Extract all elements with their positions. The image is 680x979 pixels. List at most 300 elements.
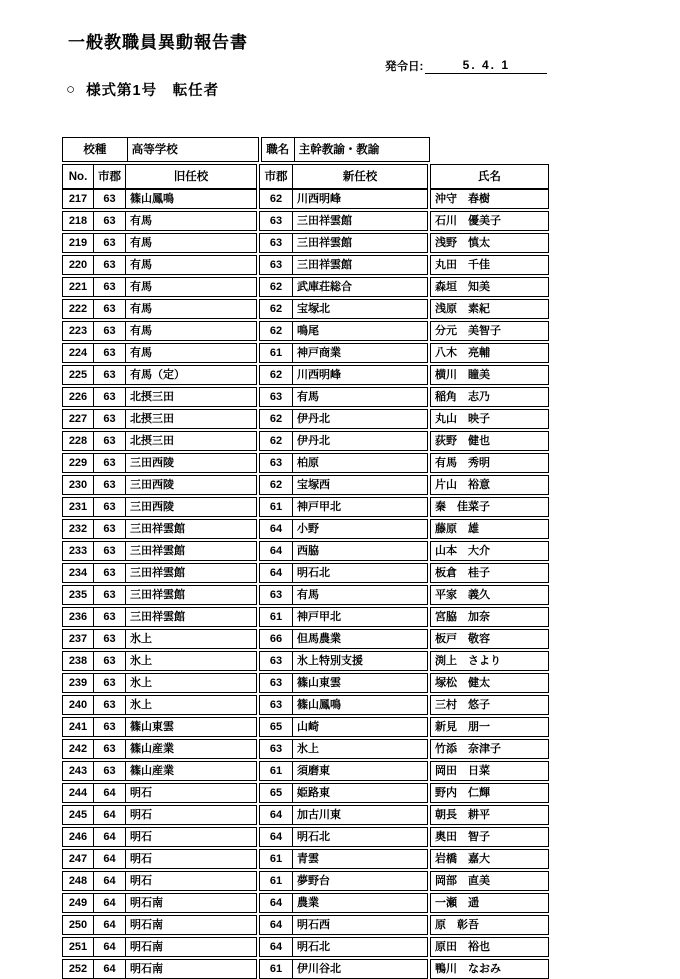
row-group-new xyxy=(259,827,428,847)
cell-old-school: 有馬 xyxy=(125,256,256,274)
cell-old-school: 明石 xyxy=(125,784,256,802)
cell-no: 220 xyxy=(68,259,88,271)
cell-new-school: 神戸甲北 xyxy=(292,498,427,516)
cell-new-school: 氷上 xyxy=(292,740,427,758)
cell-new-school: 宝塚西 xyxy=(292,476,427,494)
row-group-old xyxy=(62,431,257,451)
cell-new-school: 但馬農業 xyxy=(292,630,427,648)
row-group-name xyxy=(430,739,549,759)
row-group-name xyxy=(430,321,549,341)
cell-no: 225 xyxy=(68,369,88,381)
cell-new-school: 鳴尾 xyxy=(292,322,427,340)
table-row xyxy=(62,453,549,473)
cell-old-city-code: 63 xyxy=(93,256,125,274)
cell-new-city-code: 63 xyxy=(269,699,283,711)
cell-new-city-code: 61 xyxy=(269,611,283,623)
table-row xyxy=(62,937,549,957)
cell-no: 229 xyxy=(68,457,88,469)
table-row xyxy=(62,607,549,627)
cell-new-school: 神戸甲北 xyxy=(292,608,427,626)
row-group-name xyxy=(430,299,549,319)
cell-teacher-name: 野内 仁輝 xyxy=(435,787,490,799)
cell-old-city-code: 64 xyxy=(93,916,125,934)
row-group-old xyxy=(62,453,257,473)
cell-teacher-name: 宮脇 加奈 xyxy=(435,611,490,623)
row-group-new xyxy=(259,739,428,759)
cell-new-school: 三田祥雲館 xyxy=(292,234,427,252)
row-group-old xyxy=(62,475,257,495)
row-group-new xyxy=(259,937,428,957)
cell-new-city-code: 65 xyxy=(269,721,283,733)
row-group-name xyxy=(430,915,549,935)
cell-new-city-code: 63 xyxy=(269,677,283,689)
cell-old-school: 有馬 xyxy=(125,212,256,230)
table-row xyxy=(62,585,549,605)
row-group-name xyxy=(430,959,549,979)
cell-new-city-code: 64 xyxy=(269,809,283,821)
cell-teacher-name: 浅野 慎太 xyxy=(435,237,490,249)
cell-old-city-code: 63 xyxy=(93,608,125,626)
cell-no: 235 xyxy=(68,589,88,601)
cell-old-school: 有馬（定） xyxy=(125,366,256,384)
cell-old-school: 氷上 xyxy=(125,696,256,714)
cell-teacher-name: 新見 朋一 xyxy=(435,721,490,733)
cell-no: 219 xyxy=(68,237,88,249)
table-row xyxy=(62,695,549,715)
issue-date xyxy=(385,58,547,74)
column-header-name: 氏名 xyxy=(478,170,501,183)
table-row xyxy=(62,519,549,539)
cell-no: 239 xyxy=(68,677,88,689)
row-group-new xyxy=(259,651,428,671)
cell-old-city-code: 63 xyxy=(93,366,125,384)
cell-old-school: 三田祥雲館 xyxy=(125,586,256,604)
header-group-name xyxy=(430,164,549,189)
row-group-old xyxy=(62,233,257,253)
school-type-value-cell: 高等学校 xyxy=(127,138,258,161)
cell-no: 232 xyxy=(68,523,88,535)
column-header-no: No. xyxy=(68,170,88,183)
cell-new-city-code: 62 xyxy=(269,479,283,491)
cell-old-school: 三田祥雲館 xyxy=(125,520,256,538)
row-group-old xyxy=(62,519,257,539)
cell-new-city-code: 63 xyxy=(269,743,283,755)
cell-old-school: 篠山産業 xyxy=(125,740,256,758)
cell-no: 238 xyxy=(68,655,88,667)
row-group-name xyxy=(430,563,549,583)
column-header-new-city: 市郡 xyxy=(264,170,288,183)
cell-new-school: 伊丹北 xyxy=(292,432,427,450)
cell-old-city-code: 64 xyxy=(93,960,125,978)
row-group-new xyxy=(259,277,428,297)
cell-old-city-code: 63 xyxy=(93,542,125,560)
cell-no: 242 xyxy=(68,743,88,755)
row-group-name xyxy=(430,893,549,913)
row-group-new xyxy=(259,563,428,583)
cell-old-school: 三田西陵 xyxy=(125,498,256,516)
cell-old-school: 篠山東雲 xyxy=(125,718,256,736)
cell-new-school: 武庫荘総合 xyxy=(292,278,427,296)
row-group-old xyxy=(62,673,257,693)
row-group-new xyxy=(259,453,428,473)
cell-no: 249 xyxy=(68,897,88,909)
cell-new-school: 明石北 xyxy=(292,938,427,956)
page-title: 一般教職員異動報告書 xyxy=(68,33,248,52)
row-group-new xyxy=(259,783,428,803)
position-label-cell: 職名 xyxy=(266,143,290,156)
row-group-name xyxy=(430,761,549,781)
cell-new-school: 農業 xyxy=(292,894,427,912)
row-group-old xyxy=(62,739,257,759)
table-row xyxy=(62,211,549,231)
cell-new-city-code: 61 xyxy=(269,765,283,777)
row-group-name xyxy=(430,849,549,869)
row-group-old xyxy=(62,827,257,847)
row-group-new xyxy=(259,585,428,605)
row-group-name xyxy=(430,541,549,561)
row-group-new xyxy=(259,189,428,209)
cell-no: 250 xyxy=(68,919,88,931)
row-group-old xyxy=(62,343,257,363)
cell-new-city-code: 63 xyxy=(269,237,283,249)
row-group-old xyxy=(62,849,257,869)
cell-new-city-code: 64 xyxy=(269,831,283,843)
row-group-new xyxy=(259,541,428,561)
cell-new-school: 須磨東 xyxy=(292,762,427,780)
row-group-old xyxy=(62,585,257,605)
cell-old-city-code: 63 xyxy=(93,322,125,340)
cell-teacher-name: 山本 大介 xyxy=(435,545,490,557)
circle-marker-icon: ○ xyxy=(66,81,77,98)
table-row xyxy=(62,387,549,407)
cell-new-city-code: 62 xyxy=(269,325,283,337)
row-group-old xyxy=(62,915,257,935)
cell-new-city-code: 64 xyxy=(269,567,283,579)
row-group-new xyxy=(259,255,428,275)
header-group-old xyxy=(62,164,257,189)
table-row xyxy=(62,651,549,671)
cell-no: 234 xyxy=(68,567,88,579)
row-group-name xyxy=(430,871,549,891)
cell-new-city-code: 62 xyxy=(269,303,283,315)
row-group-name xyxy=(430,453,549,473)
cell-teacher-name: 鴨川 なおみ xyxy=(435,963,501,975)
cell-old-school: 氷上 xyxy=(125,630,256,648)
row-group-new xyxy=(259,321,428,341)
cell-new-city-code: 65 xyxy=(269,787,283,799)
cell-new-school: 青雲 xyxy=(292,850,427,868)
cell-no: 228 xyxy=(68,435,88,447)
row-group-new xyxy=(259,629,428,649)
cell-no: 244 xyxy=(68,787,88,799)
table-row xyxy=(62,475,549,495)
row-group-name xyxy=(430,695,549,715)
cell-new-city-code: 61 xyxy=(269,853,283,865)
row-group-name xyxy=(430,343,549,363)
cell-new-school: 篠山鳳鳴 xyxy=(292,696,427,714)
cell-new-city-code: 61 xyxy=(269,963,283,975)
cell-new-school: 神戸商業 xyxy=(292,344,427,362)
table-row xyxy=(62,629,549,649)
issue-date-label: 発令日: xyxy=(385,61,424,73)
row-group-old xyxy=(62,321,257,341)
cell-teacher-name: 横川 瞳美 xyxy=(435,369,490,381)
table-row xyxy=(62,827,549,847)
row-group-new xyxy=(259,805,428,825)
table-row xyxy=(62,321,549,341)
cell-new-city-code: 64 xyxy=(269,897,283,909)
cell-teacher-name: 塚松 健太 xyxy=(435,677,490,689)
cell-new-city-code: 62 xyxy=(269,369,283,381)
cell-no: 248 xyxy=(68,875,88,887)
cell-new-city-code: 63 xyxy=(269,391,283,403)
table-row xyxy=(62,365,549,385)
cell-teacher-name: 板倉 桂子 xyxy=(435,567,490,579)
row-group-old xyxy=(62,541,257,561)
table-row xyxy=(62,893,549,913)
cell-teacher-name: 沖守 春樹 xyxy=(435,193,490,205)
cell-new-school: 夢野台 xyxy=(292,872,427,890)
row-group-name xyxy=(430,255,549,275)
row-group-name xyxy=(430,277,549,297)
cell-old-city-code: 64 xyxy=(93,938,125,956)
cell-teacher-name: 荻野 健也 xyxy=(435,435,490,447)
cell-no: 233 xyxy=(68,545,88,557)
header-group-new xyxy=(259,164,428,189)
row-group-new xyxy=(259,475,428,495)
table-row xyxy=(62,673,549,693)
row-group-old xyxy=(62,277,257,297)
cell-new-school: 加古川東 xyxy=(292,806,427,824)
cell-no: 221 xyxy=(68,281,88,293)
table-row xyxy=(62,189,549,209)
cell-old-city-code: 63 xyxy=(93,454,125,472)
cell-new-school: 川西明峰 xyxy=(292,366,427,384)
row-group-name xyxy=(430,211,549,231)
cell-teacher-name: 丸田 千佳 xyxy=(435,259,490,271)
row-group-new xyxy=(259,519,428,539)
cell-old-city-code: 64 xyxy=(93,784,125,802)
table-row xyxy=(62,805,549,825)
cell-teacher-name: 原 彰吾 xyxy=(435,919,479,931)
cell-new-city-code: 62 xyxy=(269,193,283,205)
cell-teacher-name: 浅原 素紀 xyxy=(435,303,490,315)
row-group-old xyxy=(62,651,257,671)
table-row xyxy=(62,849,549,869)
cell-no: 226 xyxy=(68,391,88,403)
cell-new-city-code: 63 xyxy=(269,259,283,271)
table-row xyxy=(62,343,549,363)
cell-old-city-code: 63 xyxy=(93,740,125,758)
cell-new-city-code: 66 xyxy=(269,633,283,645)
row-group-new xyxy=(259,343,428,363)
cell-old-school: 明石南 xyxy=(125,894,256,912)
cell-old-school: 三田祥雲館 xyxy=(125,564,256,582)
table-row xyxy=(62,739,549,759)
cell-no: 231 xyxy=(68,501,88,513)
row-group-old xyxy=(62,255,257,275)
cell-old-city-code: 63 xyxy=(93,718,125,736)
cell-new-city-code: 63 xyxy=(269,457,283,469)
row-group-name xyxy=(430,673,549,693)
cell-old-city-code: 63 xyxy=(93,344,125,362)
table-column-header-row xyxy=(62,164,549,189)
row-group-name xyxy=(430,607,549,627)
cell-new-city-code: 62 xyxy=(269,413,283,425)
row-group-new xyxy=(259,365,428,385)
cell-new-city-code: 63 xyxy=(269,655,283,667)
cell-teacher-name: 八木 亮輔 xyxy=(435,347,490,359)
form-title: 様式第1号 転任者 xyxy=(86,83,220,99)
cell-no: 251 xyxy=(68,941,88,953)
issue-date-value: 5. 4. 1 xyxy=(425,58,547,74)
row-group-old xyxy=(62,695,257,715)
cell-new-school: 宝塚北 xyxy=(292,300,427,318)
row-group-name xyxy=(430,519,549,539)
cell-teacher-name: 朝長 耕平 xyxy=(435,809,490,821)
cell-teacher-name: 岡田 日菜 xyxy=(435,765,490,777)
row-group-old xyxy=(62,871,257,891)
row-group-new xyxy=(259,299,428,319)
row-group-old xyxy=(62,497,257,517)
cell-old-school: 有馬 xyxy=(125,300,256,318)
cell-old-school: 明石 xyxy=(125,872,256,890)
cell-old-city-code: 63 xyxy=(93,234,125,252)
cell-new-school: 西脇 xyxy=(292,542,427,560)
cell-new-school: 篠山東雲 xyxy=(292,674,427,692)
cell-old-school: 篠山鳳鳴 xyxy=(125,190,256,208)
row-group-new xyxy=(259,387,428,407)
cell-teacher-name: 藤原 雄 xyxy=(435,523,479,535)
cell-new-school: 三田祥雲館 xyxy=(292,256,427,274)
row-group-old xyxy=(62,629,257,649)
cell-teacher-name: 石川 優美子 xyxy=(435,215,501,227)
cell-teacher-name: 丸山 映子 xyxy=(435,413,490,425)
table-row xyxy=(62,783,549,803)
table-row xyxy=(62,959,549,979)
cell-new-city-code: 64 xyxy=(269,941,283,953)
column-header-old-school: 旧任校 xyxy=(125,165,256,188)
row-group-old xyxy=(62,805,257,825)
cell-old-school: 三田西陵 xyxy=(125,476,256,494)
cell-new-city-code: 62 xyxy=(269,281,283,293)
cell-new-school: 柏原 xyxy=(292,454,427,472)
form-heading xyxy=(66,79,219,100)
cell-new-school: 有馬 xyxy=(292,586,427,604)
row-group-new xyxy=(259,849,428,869)
cell-old-school: 明石 xyxy=(125,806,256,824)
row-group-name xyxy=(430,387,549,407)
table-row xyxy=(62,255,549,275)
row-group-old xyxy=(62,937,257,957)
cell-old-school: 氷上 xyxy=(125,652,256,670)
row-group-new xyxy=(259,211,428,231)
row-group-old xyxy=(62,211,257,231)
cell-teacher-name: 有馬 秀明 xyxy=(435,457,490,469)
row-group-old xyxy=(62,365,257,385)
cell-old-school: 有馬 xyxy=(125,234,256,252)
cell-no: 236 xyxy=(68,611,88,623)
cell-old-city-code: 63 xyxy=(93,674,125,692)
row-group-name xyxy=(430,629,549,649)
cell-teacher-name: 稲角 志乃 xyxy=(435,391,490,403)
row-group-new xyxy=(259,915,428,935)
cell-new-city-code: 64 xyxy=(269,545,283,557)
cell-no: 243 xyxy=(68,765,88,777)
cell-old-city-code: 63 xyxy=(93,564,125,582)
cell-old-city-code: 63 xyxy=(93,212,125,230)
cell-teacher-name: 原田 裕也 xyxy=(435,941,490,953)
row-group-old xyxy=(62,783,257,803)
cell-no: 252 xyxy=(68,963,88,975)
cell-new-school: 伊丹北 xyxy=(292,410,427,428)
column-header-new-school: 新任校 xyxy=(292,165,427,188)
cell-old-school: 三田祥雲館 xyxy=(125,608,256,626)
cell-new-city-code: 64 xyxy=(269,919,283,931)
row-group-new xyxy=(259,607,428,627)
row-group-new xyxy=(259,409,428,429)
cell-old-school: 有馬 xyxy=(125,344,256,362)
cell-teacher-name: 三村 悠子 xyxy=(435,699,490,711)
cell-old-city-code: 63 xyxy=(93,388,125,406)
cell-old-city-code: 63 xyxy=(93,278,125,296)
cell-old-city-code: 63 xyxy=(93,300,125,318)
cell-new-school: 三田祥雲館 xyxy=(292,212,427,230)
cell-new-school: 川西明峰 xyxy=(292,190,427,208)
row-group-name xyxy=(430,827,549,847)
cell-old-city-code: 64 xyxy=(93,850,125,868)
row-group-name xyxy=(430,365,549,385)
column-header-old-city: 市郡 xyxy=(93,165,125,188)
row-group-old xyxy=(62,959,257,979)
row-group-old xyxy=(62,563,257,583)
cell-no: 224 xyxy=(68,347,88,359)
cell-old-city-code: 63 xyxy=(93,586,125,604)
cell-no: 227 xyxy=(68,413,88,425)
cell-teacher-name: 片山 裕意 xyxy=(435,479,490,491)
cell-old-city-code: 64 xyxy=(93,894,125,912)
cell-new-city-code: 61 xyxy=(269,875,283,887)
cell-teacher-name: 一瀬 遥 xyxy=(435,897,479,909)
cell-old-city-code: 63 xyxy=(93,432,125,450)
row-group-new xyxy=(259,673,428,693)
row-group-new xyxy=(259,717,428,737)
cell-new-city-code: 61 xyxy=(269,347,283,359)
cell-teacher-name: 森垣 知美 xyxy=(435,281,490,293)
cell-old-school: 北摂三田 xyxy=(125,432,256,450)
cell-no: 222 xyxy=(68,303,88,315)
cell-no: 247 xyxy=(68,853,88,865)
row-group-new xyxy=(259,497,428,517)
row-group-new xyxy=(259,761,428,781)
cell-new-school: 明石北 xyxy=(292,564,427,582)
cell-teacher-name: 岩橋 嘉大 xyxy=(435,853,490,865)
table-row xyxy=(62,541,549,561)
row-group-new xyxy=(259,893,428,913)
cell-old-school: 明石 xyxy=(125,850,256,868)
cell-teacher-name: 平家 義久 xyxy=(435,589,490,601)
cell-old-school: 北摂三田 xyxy=(125,388,256,406)
row-group-old xyxy=(62,189,257,209)
cell-no: 230 xyxy=(68,479,88,491)
cell-teacher-name: 分元 美智子 xyxy=(435,325,501,337)
cell-teacher-name: 竹添 奈津子 xyxy=(435,743,501,755)
cell-new-city-code: 61 xyxy=(269,501,283,513)
cell-teacher-name: 板戸 敬容 xyxy=(435,633,490,645)
cell-new-school: 小野 xyxy=(292,520,427,538)
school-type-label-cell: 校種 xyxy=(83,143,107,156)
cell-no: 217 xyxy=(68,193,88,205)
